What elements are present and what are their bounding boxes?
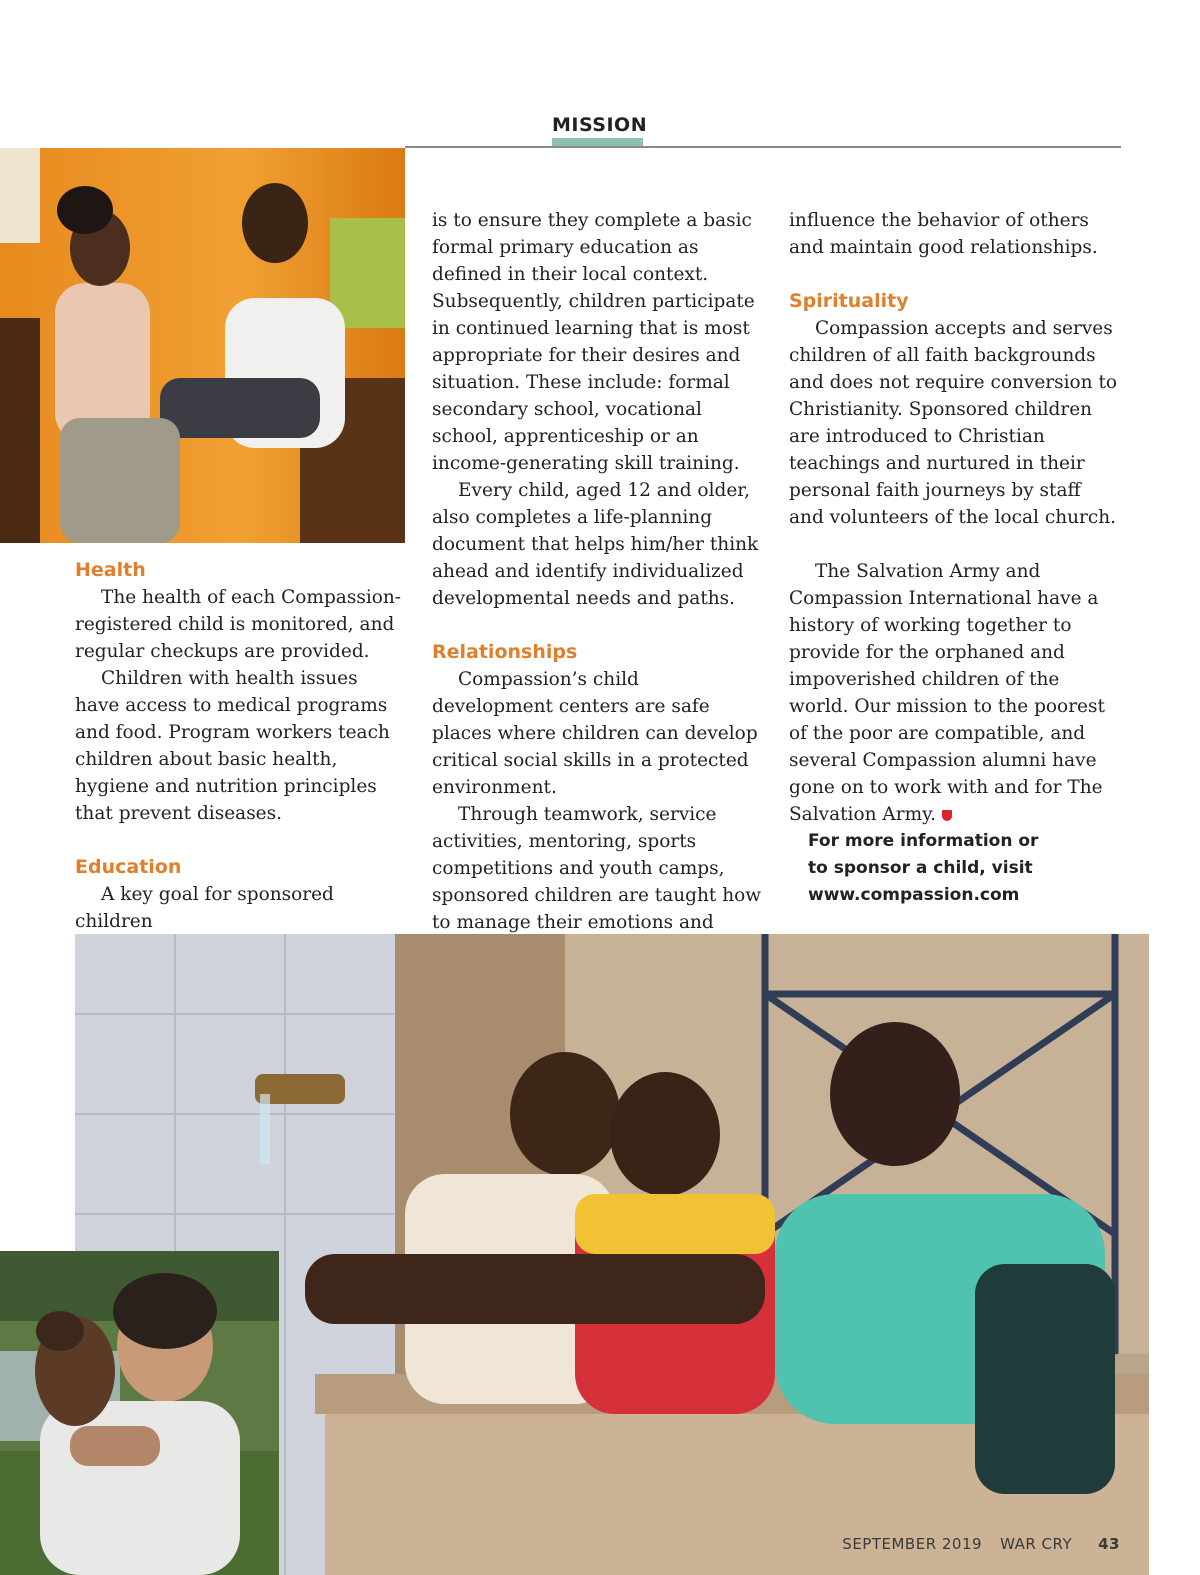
end-mark-icon: [942, 810, 952, 821]
heading-relationships: Relationships: [432, 641, 578, 663]
heading-education: Education: [75, 856, 182, 878]
section-label: MISSION: [552, 114, 648, 136]
cta-line-1: For more information or: [808, 831, 1039, 851]
page-number: 43: [1098, 1535, 1120, 1553]
photo-boy-with-goat: [0, 1251, 279, 1575]
cta-line-2: to sponsor a child, visit: [808, 858, 1033, 878]
education-paragraph-2: Every child, aged 12 and older, also completes a life-planning document that helps him/her think ahead and identify individualized developmental needs and paths.: [432, 480, 759, 609]
section-rule: [405, 146, 1121, 148]
health-paragraph-1: The health of each Compassion-registered child is monitored, and regular checkups are provided.: [75, 587, 402, 662]
spirituality-paragraph-1: Compassion accepts and serves children of all faith backgrounds and does not require conversion to Christianity. Sponsored children are introduced to Christian teachings and nurtured in their personal faith journeys by staff and volunteers of the local church.: [789, 318, 1118, 528]
column-2: [432, 207, 764, 990]
column-3: [789, 207, 1121, 828]
cta-url-link[interactable]: www.compassion.com: [808, 885, 1020, 905]
footer-date: SEPTEMBER 2019: [842, 1535, 983, 1553]
column-1: [75, 557, 403, 935]
heading-health: Health: [75, 559, 146, 581]
footer-magazine: WAR CRY: [1000, 1535, 1073, 1553]
relationships-paragraph-1: Compassion’s child development centers are safe places where children can develop critical social skills in a protected environment.: [432, 669, 758, 798]
photo-doctor-checkup: [0, 148, 405, 543]
health-paragraph-2: Children with health issues have access to medical programs and food. Program workers teach children about basic health, hygiene and nutrition principles that prevent diseases.: [75, 668, 390, 824]
relationships-paragraph-2: Through teamwork, service activities, mentoring, sports competitions and youth camps, sponsored children are taught how to manage their emotions and: [432, 804, 762, 933]
relationships-paragraph-cont: influence the behavior of others and maintain good relationships.: [789, 210, 1098, 258]
education-paragraph-cont: is to ensure they complete a basic formal primary education as defined in their local context. Subsequently, children participate in continued learning that is most appropriate for their desires and situation. These include: formal secondary school, vocational school, apprenticeship or an income-generating skill training.: [432, 210, 755, 474]
heading-spirituality: Spirituality: [789, 290, 909, 312]
cta-block: [808, 828, 1108, 909]
footer: [842, 1535, 1120, 1553]
education-paragraph-1: A key goal for sponsored children: [75, 884, 334, 932]
closing-paragraph: The Salvation Army and Compassion International have a history of working together to provide for the orphaned and impoverished children of the world. Our mission to the poorest of the poor are compatible, and several Compassion alumni have gone on to work with and for The Salvation Army.: [789, 561, 1105, 825]
